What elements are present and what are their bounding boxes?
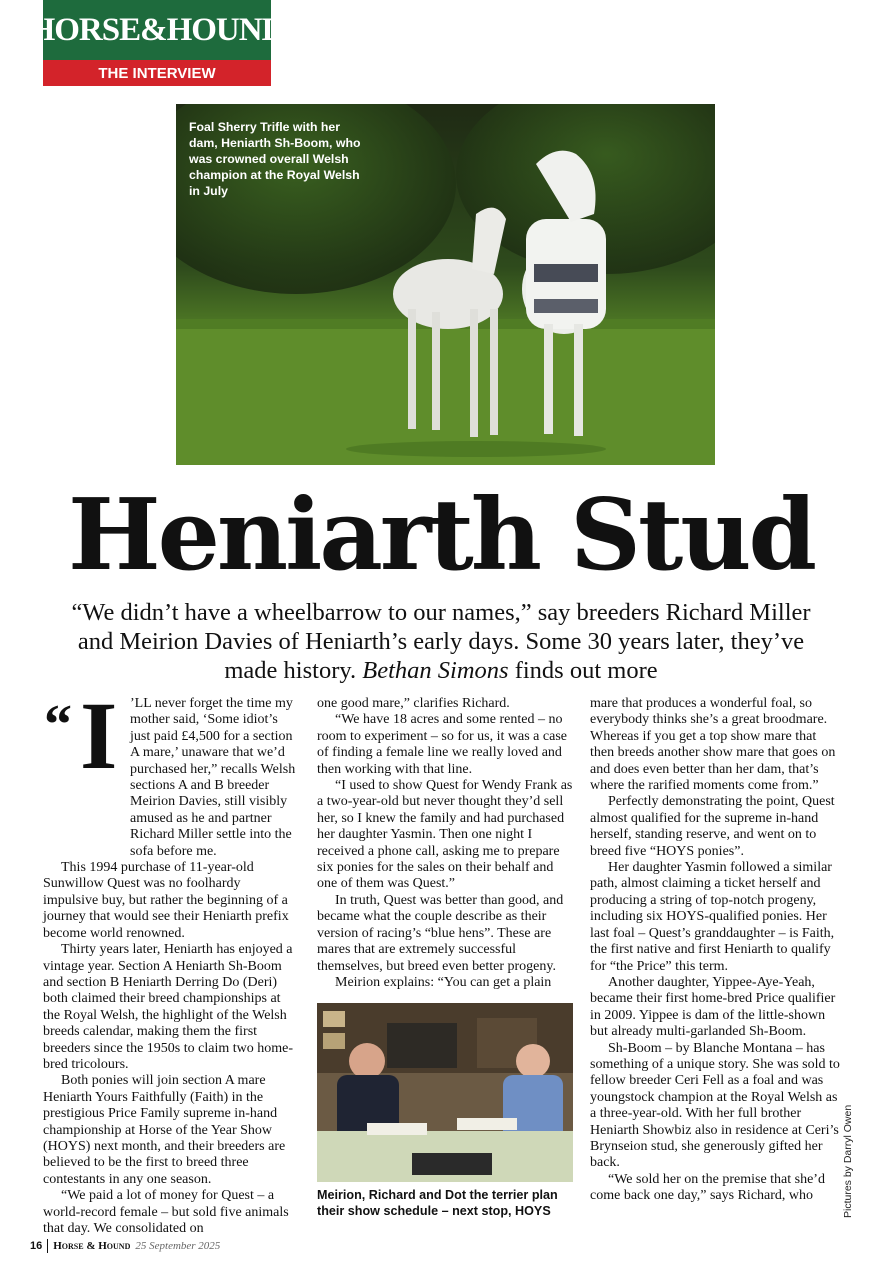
paragraph: Another daughter, Yippee-Aye-Yeah, became their first home-bred Price qualifier in 2009. Yippee is dam of the little-shown but already multi-garlanded Sh-Boom. (590, 974, 836, 1040)
paragraph: “We have 18 acres and some rented – no room to experiment – so for us, it was a case of finding a female line we really loved and then working with that line. (317, 712, 567, 777)
section-label: THE INTERVIEW (43, 60, 271, 86)
paragraph: Sh-Boom – by Blanche Montana – has something of a unique story. She was sold to fellow breeder Ceri Fell as a foal and was youngstock champion at the Royal Welsh as a three-year-old. With her full brother Heniarth Showbiz also in residence at Ceri’s Brynseion stud, she generously gifted her back. (590, 1040, 840, 1171)
masthead (29, 0, 285, 86)
publication-name: Horse & Hound (53, 1240, 131, 1252)
folio (30, 1239, 220, 1253)
interview-illustration (317, 1003, 573, 1182)
article-column-3 (590, 696, 842, 1205)
paragraph: Her daughter Yasmin followed a similar path, almost claiming a ticket herself and producing a string of top-notch progeny, including six HOYS-qualified ponies. Her last foal – Quest’s granddaughter – is Faith, the first native and first Heniarth to qualify for “the Price” this term. (590, 860, 835, 974)
standfirst-text: “We didn’t have a wheelbarrow to our names,” say breeders Richard Miller and Meirion Davies of Heniarth’s early days. Some 30 years later, they’ve made history. (71, 599, 811, 684)
paragraph: mare that produces a wonderful foal, so everybody thinks she’s a great broodmare. Whereas if you get a top show mare that then breeds another show mare that goes on and does even better than her dam, that’s where the rarified moments come from.” (590, 696, 836, 794)
standfirst (60, 598, 822, 685)
interview-photo (317, 1003, 573, 1182)
paragraph: “We paid a lot of money for Quest – a world-record female – but sold five animals that day. We consolidated on (43, 1188, 289, 1236)
paragraph: Both ponies will join section A mare Heniarth Yours Faithfully (Faith) in the prestigious Price Family supreme in-hand championship at Horse of the Year Show (HOYS) next month, and their breeders are believed to be the first to breed three contestants in any one season. (43, 1073, 286, 1187)
paragraph: ’LL never forget the time my mother said, ‘Some idiot’s just paid £4,500 for a section A mare,’ unaware that we’d purchased her,” recalls Welsh sections A and B breeder Meirion Davies, still visibly amused as he and partner Richard Miller settle into the sofa before me. (130, 696, 296, 859)
interview-caption: Meirion, Richard and Dot the terrier plan their show schedule – next stop, HOYS (317, 1188, 558, 1218)
hero-photo (176, 104, 715, 465)
drop-quote-mark: “ (44, 694, 72, 756)
paragraph: Meirion explains: “You can get a plain (335, 974, 552, 990)
hero-caption: Foal Sherry Trifle with her dam, Heniarth Sh-Boom, who was crowned overall Welsh champion at the Royal Welsh in July (189, 120, 361, 198)
issue-date: 25 September 2025 (135, 1240, 221, 1252)
page-title: Heniarth Stud (67, 478, 814, 593)
paragraph: one good mare,” clarifies Richard. (317, 696, 510, 711)
paragraph: In truth, Quest was better than good, and became what the couple describe as their version of racing’s “blue hens”. These are mares that are extremely successful themselves, but breed even better progeny. (317, 892, 564, 974)
photo-credit: Pictures by Darryl Owen (842, 1104, 854, 1218)
paragraph: Thirty years later, Heniarth has enjoyed a vintage year. Section A Heniarth Sh-Boom and section B Heniarth Derring Do (Deri) both claimed their breed championships at the Royal Welsh, the highlight of the Welsh breeds calendar, making them the first breeders since the 1950s to claim two home-bred tricolours. (43, 942, 293, 1072)
drop-cap: I (80, 682, 118, 789)
paragraph: “I used to show Quest for Wendy Frank as a two-year-old but never thought they’d sell her, so I knew the family and had purchased her daughter Yasmin. Then one night I received a phone call, asking me to prepare six ponies for the sales on their behalf and one of them was Quest.” (317, 778, 573, 892)
folio-divider (47, 1239, 48, 1253)
article-column-1 (43, 682, 299, 1237)
brand-logo: HORSE&HOUND (43, 0, 271, 60)
paragraph: This 1994 purchase of 11-year-old Sunwillow Quest was no foolhardy impulsive buy, but rather the beginning of a journey that would see their Heniarth prefix become world renowned. (43, 860, 289, 941)
byline: Bethan Simons (362, 657, 509, 684)
page-number: 16 (30, 1240, 43, 1252)
standfirst-tail: finds out more (514, 657, 658, 684)
paragraph: “We sold her on the premise that she’d come back one day,” says Richard, who (590, 1171, 825, 1204)
article-column-2 (317, 696, 573, 991)
paragraph: Perfectly demonstrating the point, Quest almost qualified for the supreme in-hand herself, standing reserve, and went on to breed five “HOYS ponies”. (590, 794, 835, 859)
